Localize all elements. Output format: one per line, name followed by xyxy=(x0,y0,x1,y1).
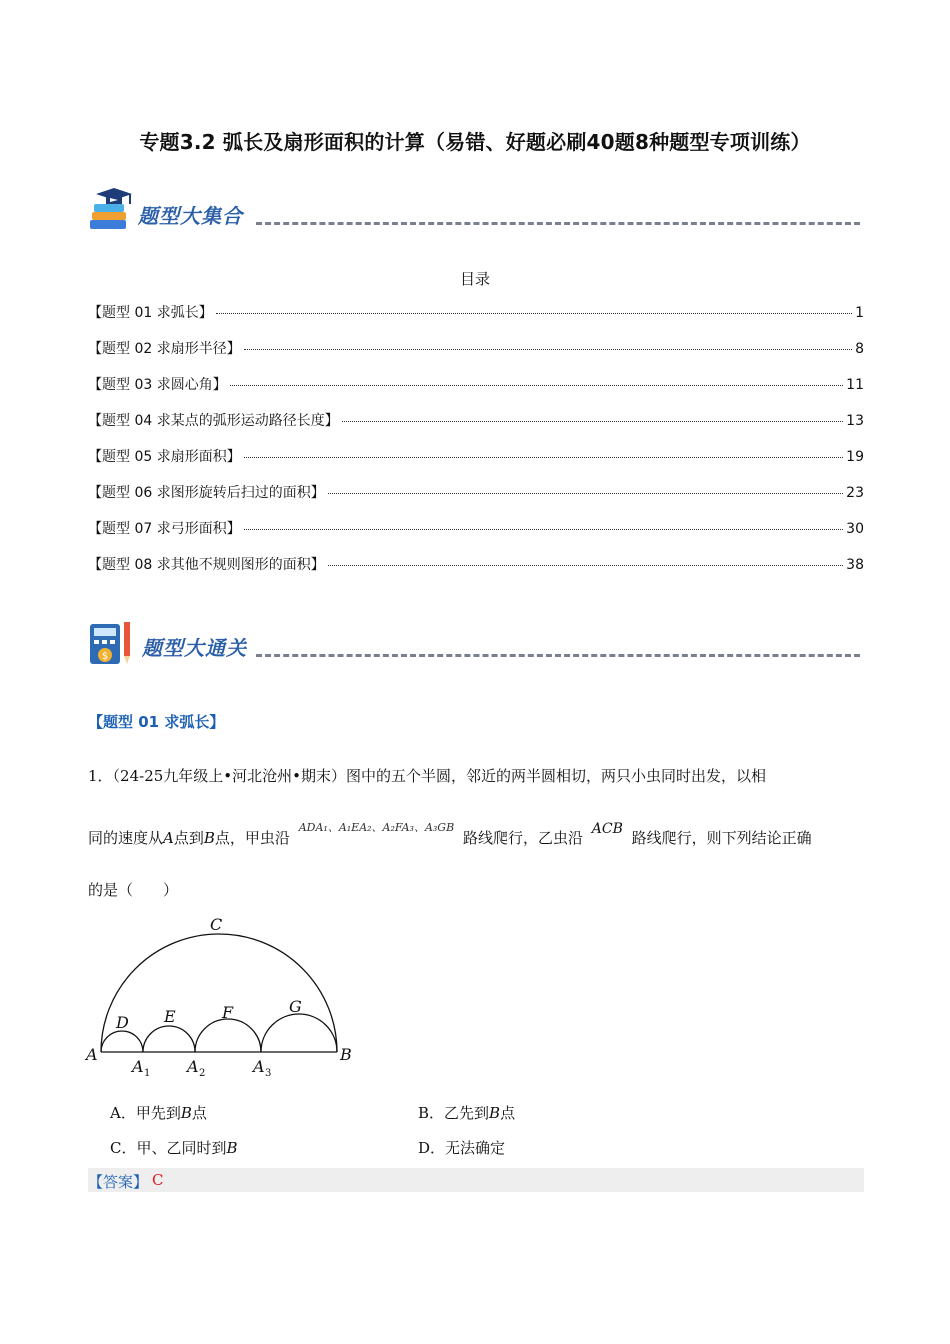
option-d[interactable]: D．无法确定 xyxy=(418,1139,506,1157)
label-c: C xyxy=(210,915,223,934)
semicircles-figure xyxy=(84,912,364,1080)
toc-leader-dots xyxy=(328,493,843,494)
toc-item-label: 【题型 02 求扇形半径】 xyxy=(88,341,241,357)
toc-item[interactable] xyxy=(88,302,864,322)
semicircle-f xyxy=(195,1019,261,1052)
banner-question-pass xyxy=(88,618,860,670)
toc-leader-dots xyxy=(216,313,852,314)
page-title: 专题3.2 弧长及扇形面积的计算（易错、好题必刷40题8种题型专项训练） xyxy=(139,130,811,154)
toc-item-label: 【题型 07 求弓形面积】 xyxy=(88,521,241,537)
answer-value: C xyxy=(152,1171,164,1189)
toc-item-page: 1 xyxy=(855,305,864,321)
toc-leader-dots xyxy=(342,421,843,422)
semicircle-e xyxy=(143,1026,195,1052)
question-line-1: 1．（24-25九年级上•河北沧州•期末）图中的五个半圆，邻近的两半圆相切，两只小虫同时出发，以相 xyxy=(88,767,766,785)
toc-item-page: 23 xyxy=(846,485,864,501)
toc-leader-dots xyxy=(230,385,843,386)
toc-item[interactable] xyxy=(88,518,864,538)
toc-item[interactable] xyxy=(88,410,864,430)
book-cap-icon xyxy=(88,186,136,236)
toc-item-page: 11 xyxy=(846,377,864,393)
label-f: F xyxy=(222,1003,234,1022)
semicircle-g xyxy=(261,1014,337,1052)
toc-item-label: 【题型 06 求图形旋转后扫过的面积】 xyxy=(88,485,325,501)
toc-item-page: 38 xyxy=(846,557,864,573)
toc-item-label: 【题型 05 求扇形面积】 xyxy=(88,449,241,465)
label-e: E xyxy=(164,1007,176,1026)
banner-title: 题型大通关 xyxy=(142,636,247,660)
banner-title: 题型大集合 xyxy=(138,204,243,228)
toc-leader-dots xyxy=(328,565,843,566)
label-d: D xyxy=(116,1013,129,1032)
toc-item[interactable] xyxy=(88,338,864,358)
toc-item-page: 30 xyxy=(846,521,864,537)
label-a1: A xyxy=(132,1057,144,1076)
label-a2-sub: 2 xyxy=(199,1068,206,1079)
banner-question-types xyxy=(88,186,860,238)
label-b: B xyxy=(340,1045,352,1064)
option-c[interactable]: C．甲、乙同时到B xyxy=(110,1139,238,1157)
banner-divider xyxy=(256,654,860,657)
toc-item-page: 13 xyxy=(846,413,864,429)
path-jia: ADA₁、A₁EA₂、A₂FA₃、A₃GB xyxy=(298,821,455,834)
toc-leader-dots xyxy=(244,457,843,458)
option-a[interactable]: A．甲先到B点 xyxy=(110,1104,207,1122)
question-line-2: 同的速度从A点到B点，甲虫沿 ADA₁、A₁EA₂、A₂FA₃、A₃GB 路线爬行，乙虫沿 ACB 路线爬行，则下列结论正确 xyxy=(88,821,812,847)
toc-item-label: 【题型 08 求其他不规则图形的面积】 xyxy=(88,557,325,573)
toc-item[interactable] xyxy=(88,374,864,394)
toc-leader-dots xyxy=(244,529,843,530)
toc-item[interactable] xyxy=(88,554,864,574)
calculator-pencil-icon xyxy=(88,618,138,668)
answer-label: 【答案】 xyxy=(88,1173,149,1191)
option-b[interactable]: B．乙先到B点 xyxy=(418,1104,516,1122)
svg-text:$: $ xyxy=(101,651,109,662)
path-yi: ACB xyxy=(591,821,623,837)
toc-leader-dots xyxy=(244,349,852,350)
semicircle-d xyxy=(101,1031,143,1052)
label-g: G xyxy=(289,997,302,1016)
toc-item[interactable] xyxy=(88,482,864,502)
label-a3-sub: 3 xyxy=(265,1068,272,1079)
label-a3: A xyxy=(253,1057,265,1076)
label-a: A xyxy=(86,1045,98,1064)
section-heading: 【题型 01 求弧长】 xyxy=(88,713,225,731)
banner-divider xyxy=(256,222,860,225)
toc-item-page: 19 xyxy=(846,449,864,465)
question-line-3: 的是（ ） xyxy=(88,881,179,899)
large-semicircle xyxy=(101,934,337,1052)
toc-heading: 目录 xyxy=(459,270,490,288)
toc-item-page: 8 xyxy=(855,341,864,357)
label-a1-sub: 1 xyxy=(144,1068,151,1079)
answer-bar xyxy=(88,1168,864,1192)
toc-item-label: 【题型 01 求弧长】 xyxy=(88,305,213,321)
toc-item-label: 【题型 03 求圆心角】 xyxy=(88,377,227,393)
toc-item-label: 【题型 04 求某点的弧形运动路径长度】 xyxy=(88,413,339,429)
label-a2: A xyxy=(187,1057,199,1076)
toc-item[interactable] xyxy=(88,446,864,466)
